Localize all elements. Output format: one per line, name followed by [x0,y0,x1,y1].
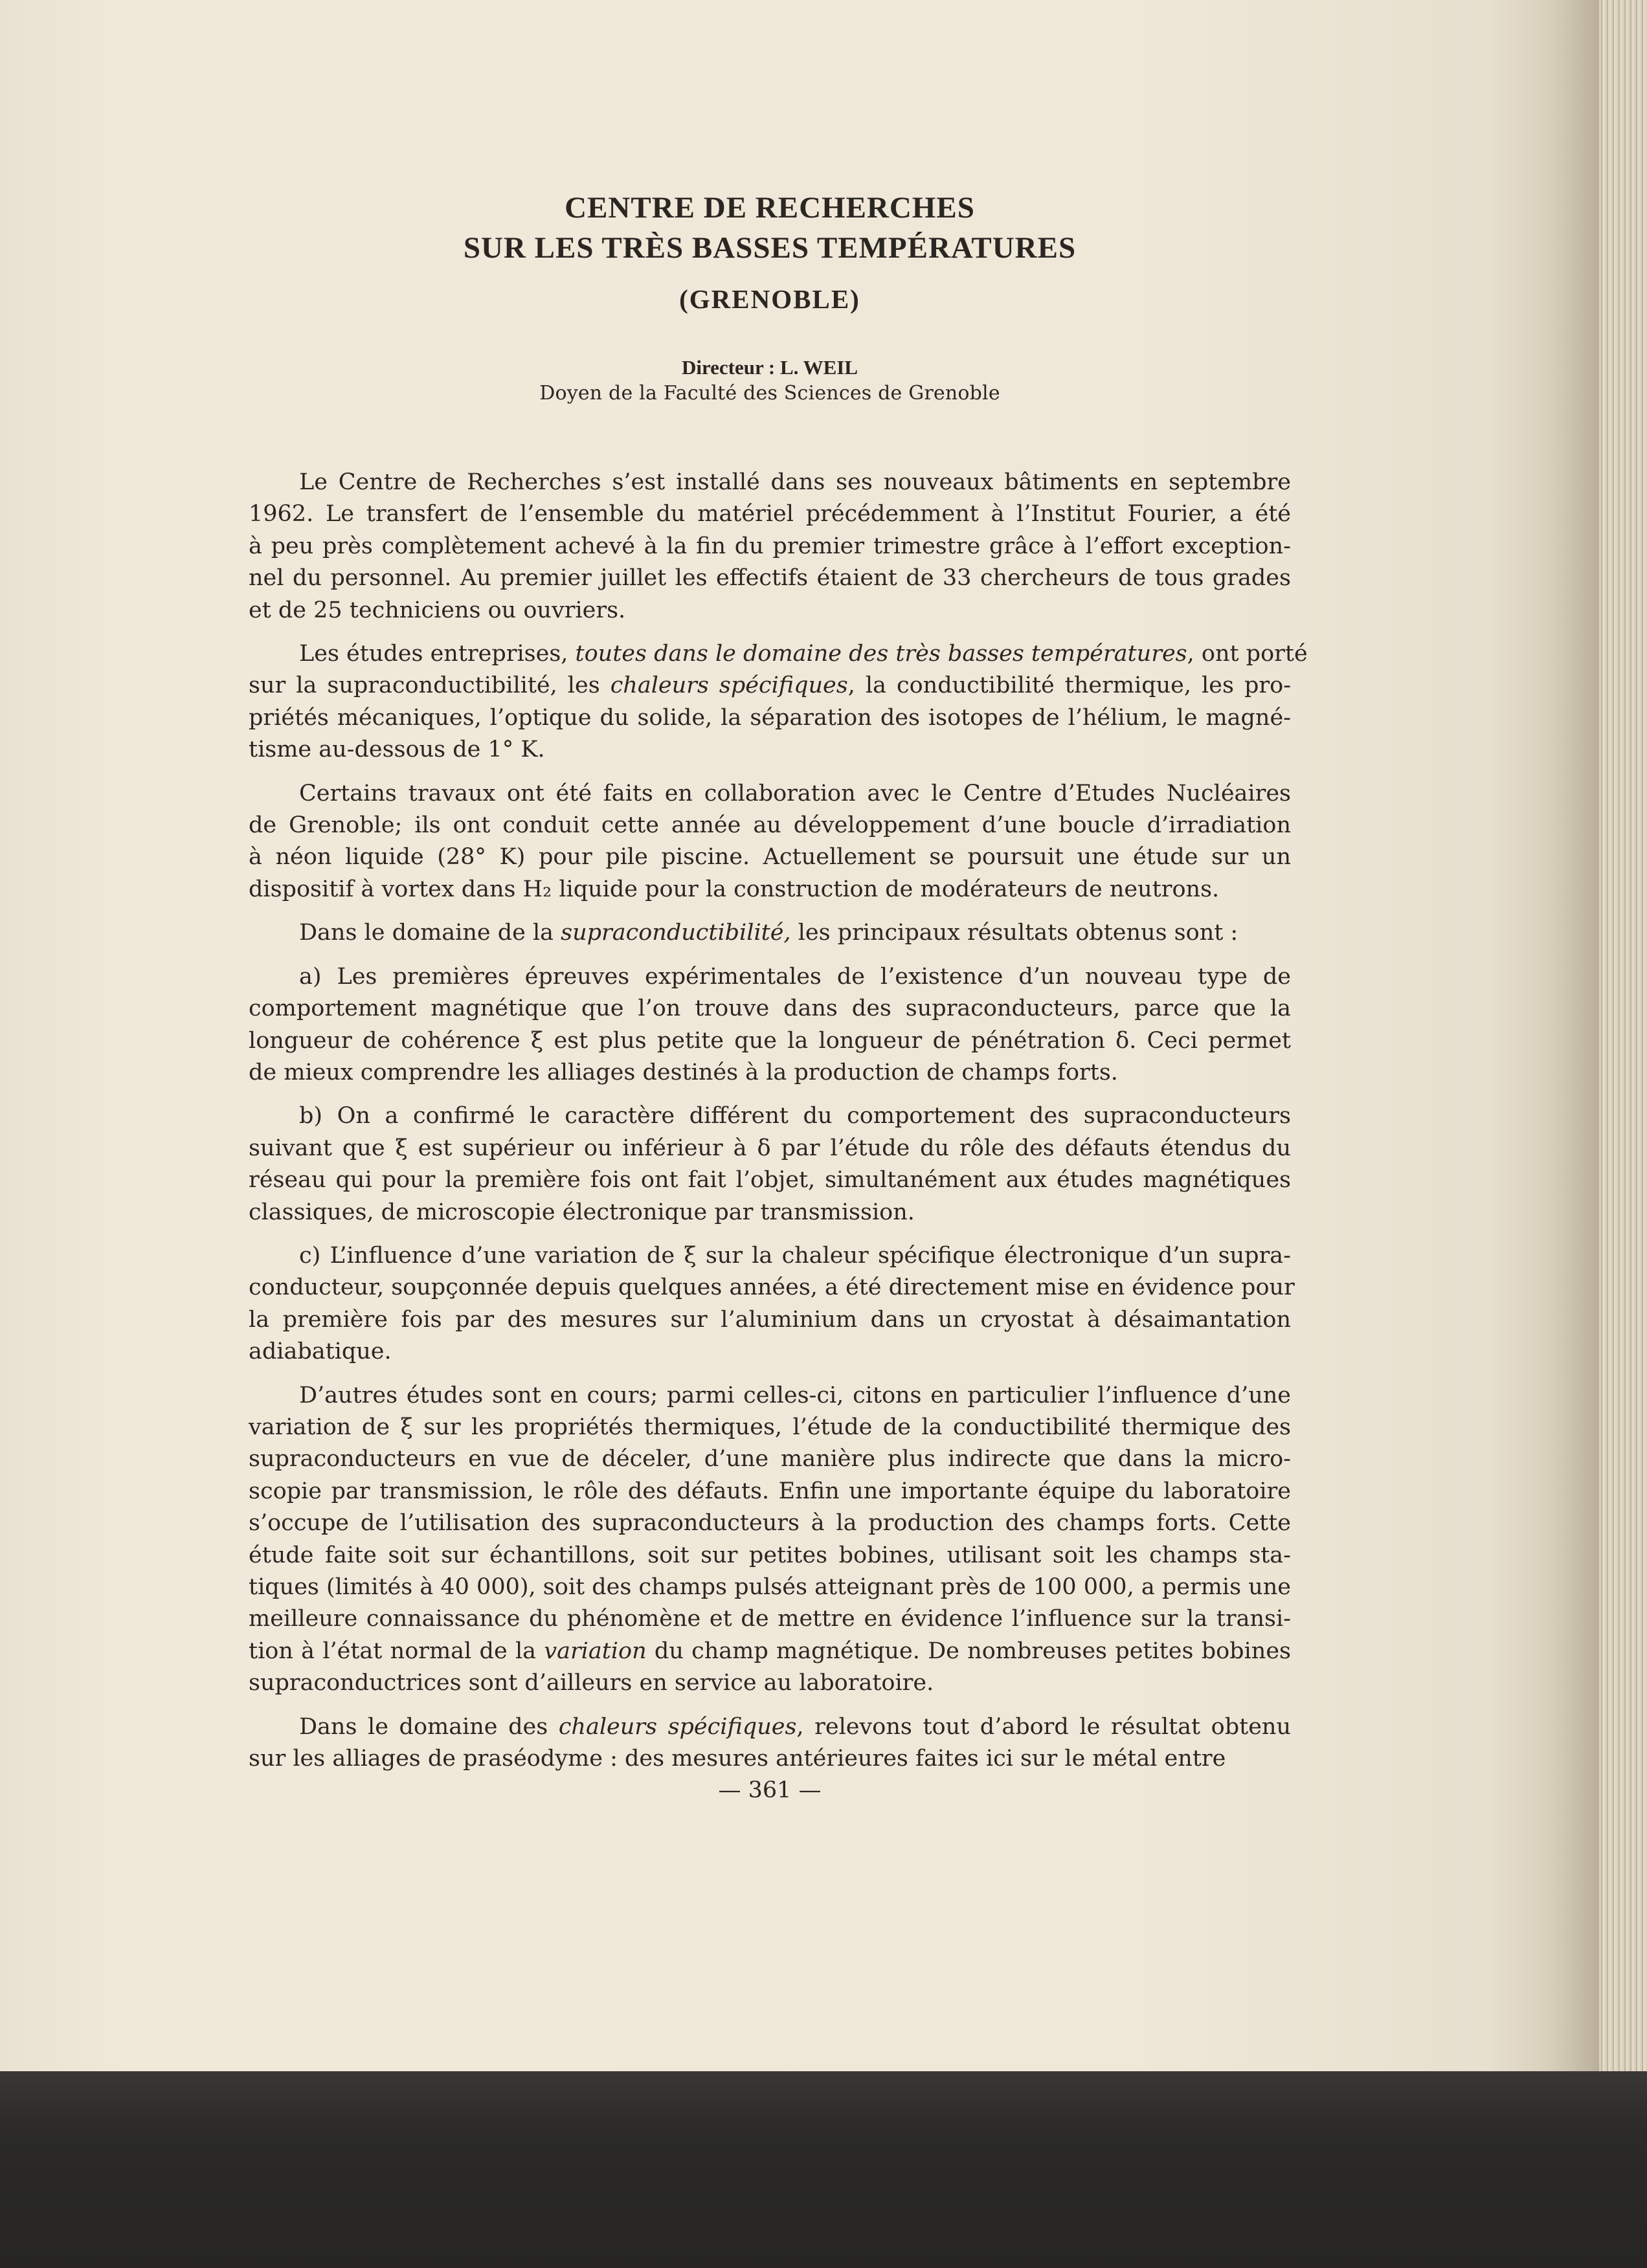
text-line: étude faite soit sur échantillons, soit sur petites bobines, utilisant soit les champs sta- [249,1542,1291,1568]
paragraph [249,1240,1295,1368]
paragraph [249,638,1308,766]
text-line: nel du personnel. Au premier juillet les effectifs étaient de 33 chercheurs de tous grades [249,565,1291,592]
page-content [249,188,1308,1803]
text-line: de Grenoble; ils ont conduit cette année au développement d’une boucle d’irradiation [249,812,1291,839]
text-line: Dans le domaine des chaleurs spécifiques, relevons tout d’abord le résultat obtenu [299,1713,1291,1740]
text-line: supraconductrices sont d’ailleurs en service au laboratoire. [249,1670,934,1696]
paragraph [249,917,1291,949]
page-edge-stack [1599,0,1647,2071]
text-line: adiabatique. [249,1339,392,1365]
paragraph [249,467,1291,627]
text-line: à néon liquide (28° K) pour pile piscine. Actuellement se poursuit une étude sur un [249,844,1291,871]
text-line: réseau qui pour la première fois ont fait l’objet, simultanément aux études magnétiques [249,1167,1291,1194]
text-line: et de 25 techniciens ou ouvriers. [249,597,626,623]
text-line: scopie par transmission, le rôle des défauts. Enfin une importante équipe du laboratoire [249,1478,1291,1504]
body-text [249,467,1308,1775]
title-line-1: CENTRE DE RECHERCHES [565,191,975,225]
paragraph [249,1100,1291,1228]
text-line: 1962. Le transfert de l’ensemble du matériel précédemment à l’Institut Fourier, a été [249,501,1291,528]
text-line: de mieux comprendre les alliages destinés à la production de champs forts. [249,1059,1118,1085]
text-line: comportement magnétique que l’on trouve dans des supraconducteurs, parce que la [249,995,1291,1022]
text-line: s’occupe de l’utilisation des supraconducteurs à la production des champs forts. Cette [249,1510,1291,1537]
text-line: priétés mécaniques, l’optique du solide, la séparation des isotopes de l’hélium, le magné- [249,704,1291,731]
text-line: classiques, de microscopie électronique par transmission. [249,1199,915,1225]
paragraph-gap [249,1089,1291,1100]
text-line: dispositif à vortex dans H₂ liquide pour la construction de modérateurs de neutrons. [249,876,1220,902]
text-line: Certains travaux ont été faits en collaboration avec le Centre d’Etudes Nucléaires [299,780,1291,806]
text-line: b) On a confirmé le caractère différent du comportement des supraconducteurs [299,1103,1291,1129]
text-line: meilleure connaissance du phénomène et de mettre en évidence l’influence sur la transi- [249,1606,1291,1632]
text-line: Les études entreprises, toutes dans le domaine des très basses températures, ont porté [299,641,1308,667]
director-line: Directeur : L. WEIL [681,356,858,379]
text-line: sur la supraconductibilité, les chaleurs spécifiques, la conductibilité thermique, les pro- [249,673,1291,699]
text-line: D’autres études sont en cours; parmi celles-ci, citons en particulier l’influence d’une [299,1382,1291,1408]
director-title: Doyen de la Faculté des Sciences de Grenoble [539,382,1000,405]
title-line-2: SUR LES TRÈS BASSES TEMPÉRATURES [463,231,1077,265]
paragraph-gap [249,1228,1291,1240]
paragraph [249,1380,1291,1700]
text-line: a) Les premières épreuves expérimentales de l’existence d’un nouveau type de [299,963,1291,990]
text-line: suivant que ξ est supérieur ou inférieur à δ par l’étude du rôle des défauts étendus du [249,1135,1291,1161]
location-subtitle: (GRENOBLE) [679,284,860,314]
text-line: sur les alliages de praséodyme : des mesures antérieures faites ici sur le métal entre [249,1746,1226,1772]
paragraph-gap [249,1700,1291,1711]
text-line: tiques (limités à 40 000), soit des champs pulsés atteignant près de 100 000, a permis une [249,1574,1291,1600]
page-number: — 361 — [718,1777,822,1803]
paragraph [249,1711,1291,1775]
scan-background [0,2071,1647,2268]
text-line: conducteur, soupçonnée depuis quelques années, a été directement mise en évidence pour [249,1274,1295,1301]
text-line: Dans le domaine de la supraconductibilité, les principaux résultats obtenus sont : [299,920,1238,946]
paragraph-gap [249,906,1291,917]
paragraph-gap [249,1368,1291,1380]
page-title [249,188,1291,268]
paragraph-gap [249,950,1291,961]
text-line: tion à l’état normal de la variation du champ magnétique. De nombreuses petites bobines [249,1638,1291,1664]
text-line: tisme au-dessous de 1° K. [249,737,545,763]
paragraph [249,961,1291,1089]
text-line: à peu près complètement achevé à la fin du premier trimestre grâce à l’effort exception- [249,533,1291,559]
paragraph-gap [249,627,1291,638]
text-line: longueur de cohérence ξ est plus petite que la longueur de pénétration δ. Ceci permet [249,1027,1291,1054]
text-line: la première fois par des mesures sur l’aluminium dans un cryostat à désaimantation [249,1306,1291,1333]
text-line: Le Centre de Recherches s’est installé dans ses nouveaux bâtiments en septembre [299,469,1291,495]
text-line: c) L’influence d’une variation de ξ sur la chaleur spécifique électronique d’un supra- [299,1242,1291,1269]
text-line: supraconducteurs en vue de déceler, d’une manière plus indirecte que dans la micro- [249,1446,1291,1473]
paragraph [249,778,1291,906]
text-line: variation de ξ sur les propriétés thermiques, l’étude de la conductibilité thermique des [249,1414,1291,1440]
paragraph-gap [249,766,1291,778]
